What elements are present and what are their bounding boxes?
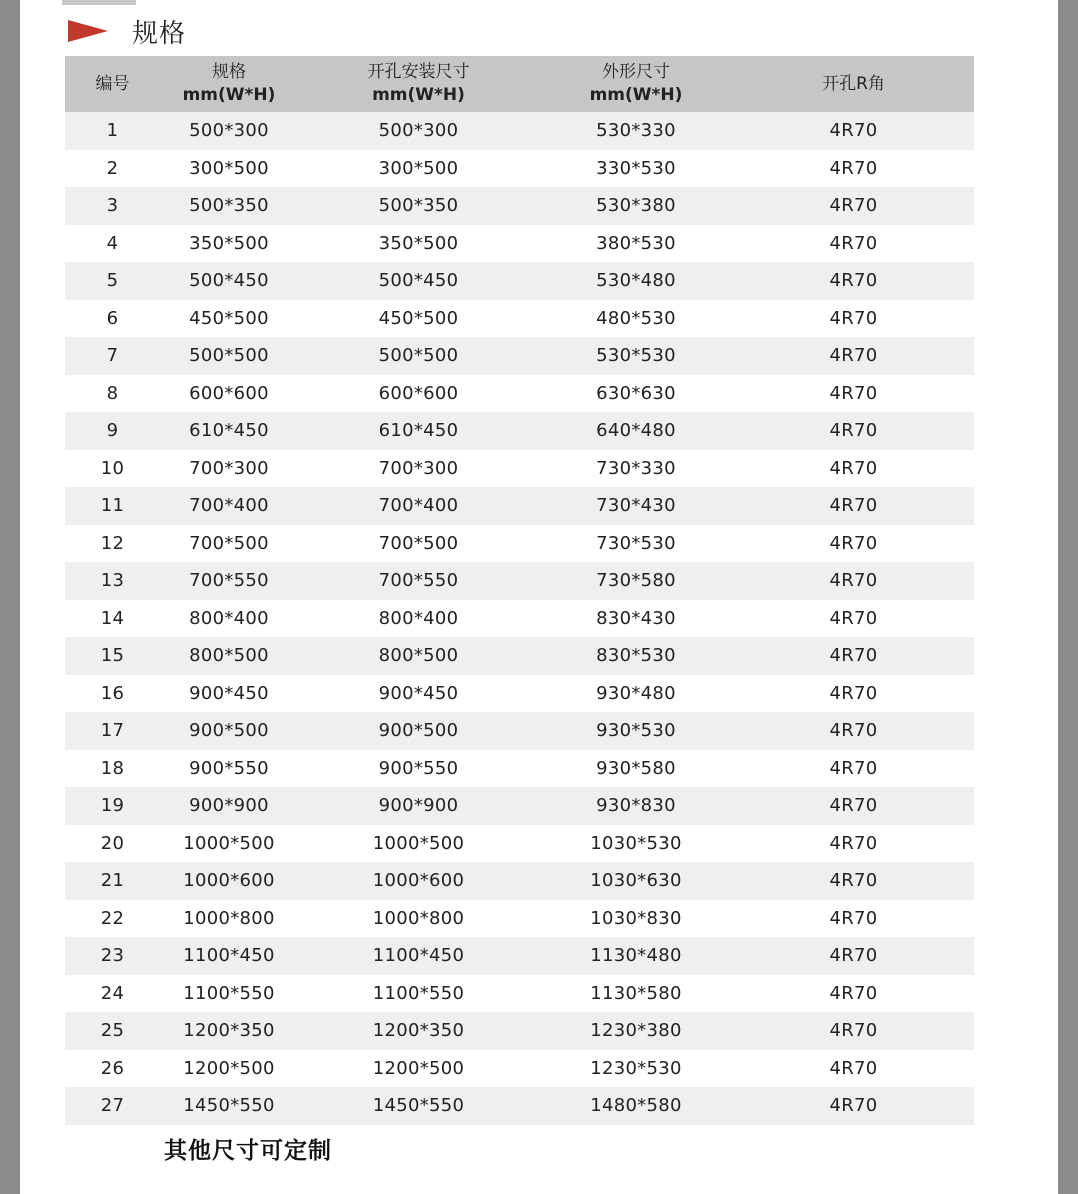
corner-radius-cell: 4R70 <box>733 787 974 825</box>
cutout-size-cell: 900*500 <box>298 712 539 750</box>
cutout-size-cell: 1000*600 <box>298 862 539 900</box>
spec-cell: 900*550 <box>160 750 298 788</box>
corner-radius-cell: 4R70 <box>733 375 974 413</box>
corner-radius-cell: 4R70 <box>733 637 974 675</box>
corner-radius-cell: 4R70 <box>733 262 974 300</box>
outer-size-cell: 730*330 <box>539 450 733 488</box>
outer-size-cell: 930*580 <box>539 750 733 788</box>
outer-size-cell: 380*530 <box>539 225 733 263</box>
spec-cell: 1450*550 <box>160 1087 298 1125</box>
document-page <box>20 0 1058 1194</box>
table-row <box>65 112 974 150</box>
row-number-cell: 15 <box>65 637 160 675</box>
row-number-cell: 23 <box>65 937 160 975</box>
cutout-size-cell: 900*550 <box>298 750 539 788</box>
table-header-row <box>65 56 974 112</box>
spec-cell: 500*450 <box>160 262 298 300</box>
cutout-size-cell: 1200*500 <box>298 1050 539 1088</box>
corner-radius-cell: 4R70 <box>733 1050 974 1088</box>
cutout-size-cell: 1000*800 <box>298 900 539 938</box>
cutout-size-cell: 500*300 <box>298 112 539 150</box>
table-row <box>65 150 974 188</box>
spec-cell: 1200*500 <box>160 1050 298 1088</box>
table-row <box>65 562 974 600</box>
outer-size-cell: 930*830 <box>539 787 733 825</box>
table-row <box>65 675 974 713</box>
spec-cell: 450*500 <box>160 300 298 338</box>
row-number-cell: 19 <box>65 787 160 825</box>
cutout-size-cell: 300*500 <box>298 150 539 188</box>
cutout-size-cell: 800*500 <box>298 637 539 675</box>
cutout-size-cell: 700*300 <box>298 450 539 488</box>
row-number-cell: 17 <box>65 712 160 750</box>
section-heading <box>68 14 186 48</box>
header-label: 开孔R角 <box>822 73 885 94</box>
row-number-cell: 4 <box>65 225 160 263</box>
outer-size-cell: 530*330 <box>539 112 733 150</box>
row-number-cell: 13 <box>65 562 160 600</box>
table-row <box>65 187 974 225</box>
cutout-size-cell: 1450*550 <box>298 1087 539 1125</box>
table-row <box>65 600 974 638</box>
cutout-size-cell: 700*400 <box>298 487 539 525</box>
corner-radius-cell: 4R70 <box>733 225 974 263</box>
outer-size-cell: 630*630 <box>539 375 733 413</box>
table-row <box>65 937 974 975</box>
cutout-size-cell: 1100*450 <box>298 937 539 975</box>
row-number-cell: 26 <box>65 1050 160 1088</box>
table-row <box>65 712 974 750</box>
spec-cell: 600*600 <box>160 375 298 413</box>
header-spec <box>160 56 298 112</box>
cutout-size-cell: 900*900 <box>298 787 539 825</box>
spec-cell: 350*500 <box>160 225 298 263</box>
corner-radius-cell: 4R70 <box>733 412 974 450</box>
table-row <box>65 825 974 863</box>
row-number-cell: 6 <box>65 300 160 338</box>
corner-radius-cell: 4R70 <box>733 187 974 225</box>
outer-size-cell: 930*480 <box>539 675 733 713</box>
corner-radius-cell: 4R70 <box>733 975 974 1013</box>
corner-radius-cell: 4R70 <box>733 862 974 900</box>
corner-radius-cell: 4R70 <box>733 450 974 488</box>
spec-cell: 700*500 <box>160 525 298 563</box>
spec-cell: 700*550 <box>160 562 298 600</box>
header-label: 规格 <box>212 62 246 82</box>
row-number-cell: 16 <box>65 675 160 713</box>
spec-cell: 900*900 <box>160 787 298 825</box>
spec-cell: 1100*550 <box>160 975 298 1013</box>
cutout-size-cell: 900*450 <box>298 675 539 713</box>
cutout-size-cell: 1100*550 <box>298 975 539 1013</box>
spec-cell: 700*300 <box>160 450 298 488</box>
header-outer-size <box>539 56 733 112</box>
table-row <box>65 900 974 938</box>
outer-size-cell: 530*480 <box>539 262 733 300</box>
outer-size-cell: 830*530 <box>539 637 733 675</box>
table-row <box>65 637 974 675</box>
row-number-cell: 9 <box>65 412 160 450</box>
top-strip <box>62 0 136 5</box>
corner-radius-cell: 4R70 <box>733 562 974 600</box>
table-row <box>65 337 974 375</box>
row-number-cell: 25 <box>65 1012 160 1050</box>
table-row <box>65 262 974 300</box>
spec-cell: 800*500 <box>160 637 298 675</box>
table-row <box>65 300 974 338</box>
header-label: 编号 <box>95 73 130 94</box>
outer-size-cell: 1130*580 <box>539 975 733 1013</box>
row-number-cell: 1 <box>65 112 160 150</box>
custom-size-note: 其他尺寸可定制 <box>164 1138 332 1164</box>
header-unit: mm(W*H) <box>372 85 465 105</box>
cutout-size-cell: 1200*350 <box>298 1012 539 1050</box>
header-label: 外形尺寸 <box>602 62 670 82</box>
spec-cell: 900*450 <box>160 675 298 713</box>
row-number-cell: 7 <box>65 337 160 375</box>
table-row <box>65 225 974 263</box>
cutout-size-cell: 500*350 <box>298 187 539 225</box>
row-number-cell: 21 <box>65 862 160 900</box>
cutout-size-cell: 350*500 <box>298 225 539 263</box>
outer-size-cell: 480*530 <box>539 300 733 338</box>
table-row <box>65 412 974 450</box>
table-row <box>65 750 974 788</box>
table-body <box>65 112 974 1125</box>
outer-size-cell: 530*530 <box>539 337 733 375</box>
table-row <box>65 787 974 825</box>
spec-cell: 300*500 <box>160 150 298 188</box>
row-number-cell: 10 <box>65 450 160 488</box>
row-number-cell: 8 <box>65 375 160 413</box>
table-row <box>65 487 974 525</box>
outer-size-cell: 730*530 <box>539 525 733 563</box>
row-number-cell: 2 <box>65 150 160 188</box>
cutout-size-cell: 500*500 <box>298 337 539 375</box>
row-number-cell: 27 <box>65 1087 160 1125</box>
corner-radius-cell: 4R70 <box>733 337 974 375</box>
spec-cell: 610*450 <box>160 412 298 450</box>
row-number-cell: 5 <box>65 262 160 300</box>
table-row <box>65 975 974 1013</box>
spec-cell: 1000*800 <box>160 900 298 938</box>
outer-size-cell: 1030*530 <box>539 825 733 863</box>
outer-size-cell: 330*530 <box>539 150 733 188</box>
corner-radius-cell: 4R70 <box>733 1012 974 1050</box>
corner-radius-cell: 4R70 <box>733 900 974 938</box>
corner-radius-cell: 4R70 <box>733 825 974 863</box>
row-number-cell: 14 <box>65 600 160 638</box>
table-row <box>65 525 974 563</box>
outer-size-cell: 1030*630 <box>539 862 733 900</box>
outer-size-cell: 930*530 <box>539 712 733 750</box>
corner-radius-cell: 4R70 <box>733 150 974 188</box>
cutout-size-cell: 700*550 <box>298 562 539 600</box>
outer-size-cell: 640*480 <box>539 412 733 450</box>
row-number-cell: 11 <box>65 487 160 525</box>
outer-size-cell: 1480*580 <box>539 1087 733 1125</box>
cutout-size-cell: 700*500 <box>298 525 539 563</box>
corner-radius-cell: 4R70 <box>733 300 974 338</box>
outer-size-cell: 1030*830 <box>539 900 733 938</box>
flag-icon <box>68 20 108 42</box>
outer-size-cell: 1130*480 <box>539 937 733 975</box>
corner-radius-cell: 4R70 <box>733 712 974 750</box>
outer-size-cell: 830*430 <box>539 600 733 638</box>
header-unit: mm(W*H) <box>182 85 276 105</box>
table-row <box>65 1050 974 1088</box>
spec-cell: 1000*600 <box>160 862 298 900</box>
spec-cell: 900*500 <box>160 712 298 750</box>
table-row <box>65 1087 974 1125</box>
outer-size-cell: 1230*530 <box>539 1050 733 1088</box>
cutout-size-cell: 500*450 <box>298 262 539 300</box>
row-number-cell: 18 <box>65 750 160 788</box>
section-title: 规格 <box>132 18 187 49</box>
corner-radius-cell: 4R70 <box>733 525 974 563</box>
outer-size-cell: 730*430 <box>539 487 733 525</box>
header-unit: mm(W*H) <box>589 85 683 105</box>
header-corner-radius <box>733 56 974 112</box>
row-number-cell: 3 <box>65 187 160 225</box>
spec-cell: 500*300 <box>160 112 298 150</box>
header-number <box>65 56 160 112</box>
corner-radius-cell: 4R70 <box>733 487 974 525</box>
corner-radius-cell: 4R70 <box>733 937 974 975</box>
outer-size-cell: 530*380 <box>539 187 733 225</box>
header-label: 开孔安装尺寸 <box>367 62 470 82</box>
cutout-size-cell: 450*500 <box>298 300 539 338</box>
header-cutout-size <box>298 56 539 112</box>
row-number-cell: 20 <box>65 825 160 863</box>
spec-table <box>65 56 974 1125</box>
cutout-size-cell: 600*600 <box>298 375 539 413</box>
cutout-size-cell: 610*450 <box>298 412 539 450</box>
row-number-cell: 12 <box>65 525 160 563</box>
cutout-size-cell: 800*400 <box>298 600 539 638</box>
corner-radius-cell: 4R70 <box>733 1087 974 1125</box>
outer-size-cell: 1230*380 <box>539 1012 733 1050</box>
spec-cell: 500*350 <box>160 187 298 225</box>
row-number-cell: 22 <box>65 900 160 938</box>
corner-radius-cell: 4R70 <box>733 750 974 788</box>
table-row <box>65 1012 974 1050</box>
outer-size-cell: 730*580 <box>539 562 733 600</box>
table-row <box>65 450 974 488</box>
corner-radius-cell: 4R70 <box>733 675 974 713</box>
corner-radius-cell: 4R70 <box>733 112 974 150</box>
spec-cell: 1100*450 <box>160 937 298 975</box>
spec-cell: 1200*350 <box>160 1012 298 1050</box>
table-row <box>65 375 974 413</box>
table-row <box>65 862 974 900</box>
spec-cell: 500*500 <box>160 337 298 375</box>
spec-cell: 800*400 <box>160 600 298 638</box>
spec-cell: 1000*500 <box>160 825 298 863</box>
cutout-size-cell: 1000*500 <box>298 825 539 863</box>
corner-radius-cell: 4R70 <box>733 600 974 638</box>
row-number-cell: 24 <box>65 975 160 1013</box>
spec-cell: 700*400 <box>160 487 298 525</box>
